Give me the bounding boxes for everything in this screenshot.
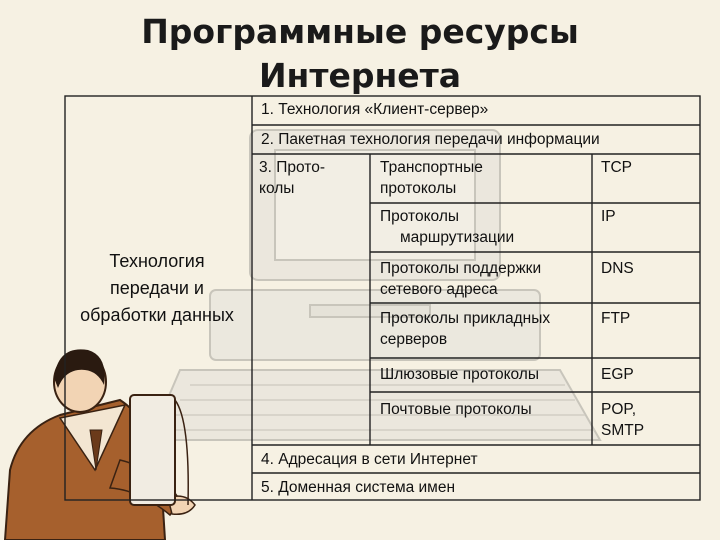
protocol-name-gateway: Шлюзовые протоколы — [380, 366, 539, 383]
row-packet-technology: 2. Пакетная технология передачи информации — [261, 131, 600, 148]
protocol-value-ip: IP — [601, 208, 616, 225]
row-internet-addressing: 4. Адресация в сети Интернет — [261, 451, 478, 468]
protocol-value-tcp: TCP — [601, 159, 632, 176]
protocol-name-line: Протоколы поддержки — [380, 260, 542, 277]
protocol-name-routing — [380, 206, 514, 248]
protocol-value-mail — [601, 399, 644, 441]
protocol-name-line: протоколы — [380, 180, 457, 197]
protocol-value-egp: EGP — [601, 366, 634, 383]
protocol-name-line: серверов — [380, 331, 448, 348]
protocol-name-transport — [380, 157, 483, 199]
protocol-name-line: Протоколы прикладных — [380, 310, 551, 327]
row-client-server: 1. Технология «Клиент-сервер» — [261, 101, 489, 118]
protocols-label-line1: 3. Прото- — [259, 159, 325, 176]
protocol-value-dns: DNS — [601, 260, 634, 277]
protocol-name-line: Транспортные — [380, 159, 483, 176]
slide-title-line1: Программные ресурсы — [141, 12, 579, 51]
protocol-name-line: сетевого адреса — [380, 281, 498, 298]
protocol-value-line: SMTP — [601, 422, 645, 439]
protocols-label — [259, 157, 325, 199]
left-label-data-technology: Технология передачи и обработки данных — [80, 251, 234, 325]
protocol-value-line: POP, — [601, 401, 637, 418]
protocol-name-address-support — [380, 258, 541, 300]
protocols-label-line2: колы — [259, 180, 295, 197]
slide-title-line2: Интернета — [258, 56, 462, 95]
protocol-name-application — [380, 308, 550, 350]
row-domain-system: 5. Доменная система имен — [261, 479, 456, 496]
protocol-name-line: маршрутизации — [400, 229, 515, 246]
protocol-value-ftp: FTP — [601, 310, 631, 327]
protocol-name-line: Протоколы — [380, 208, 460, 225]
protocol-name-mail: Почтовые протоколы — [380, 401, 532, 418]
